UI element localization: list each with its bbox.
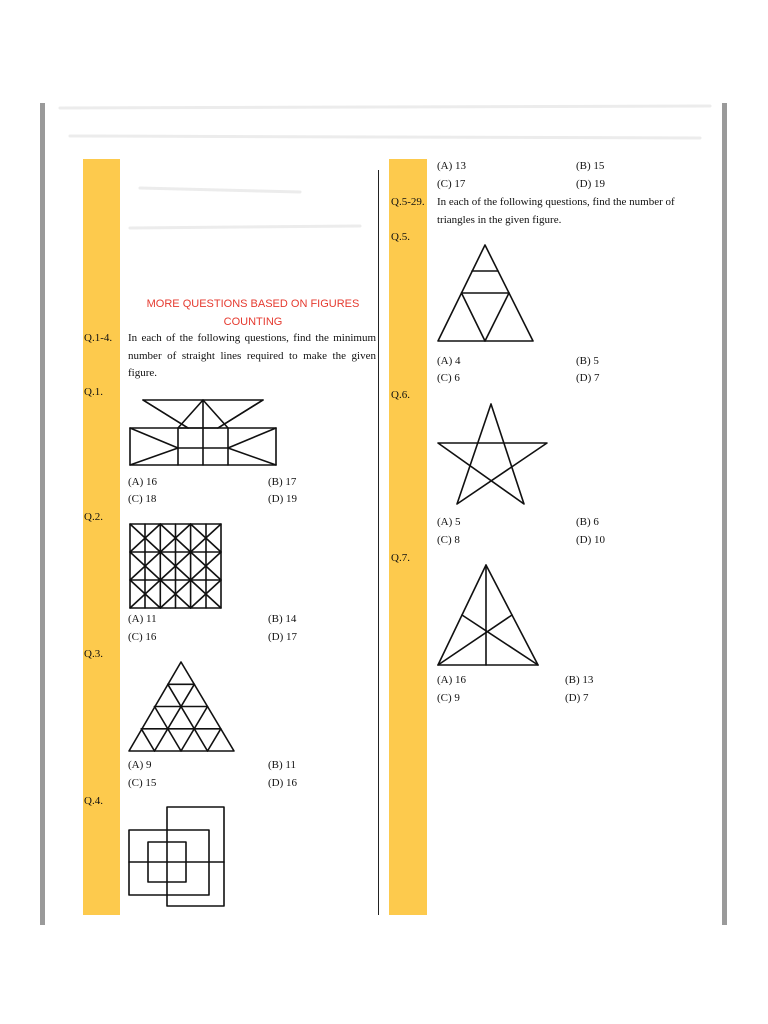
- option-q3-a: (A) 9: [128, 759, 152, 771]
- figure-q2: [129, 523, 222, 609]
- column-divider: [378, 170, 379, 915]
- question-label-q1: Q.1.: [84, 386, 103, 398]
- figure-q1: [128, 398, 278, 468]
- option-q6-c: (C) 8: [437, 534, 460, 546]
- option-q2-d: (D) 17: [268, 631, 298, 643]
- question-label-q6: Q.6.: [391, 389, 410, 401]
- figure-q7: [437, 564, 541, 668]
- figure-q4: [128, 806, 226, 908]
- question-label-q3: Q.3.: [84, 648, 103, 660]
- option-q7-a: (A) 16: [437, 674, 467, 686]
- instruction-label-q5-29: Q.5-29.: [391, 196, 425, 208]
- faint-scan-marks: [60, 88, 710, 268]
- option-q5-d: (D) 7: [576, 372, 600, 384]
- question-label-q5: Q.5.: [391, 231, 410, 243]
- option-q2-b: (B) 14: [268, 613, 297, 625]
- option-q3-b: (B) 11: [268, 759, 297, 771]
- figure-q3: [128, 661, 236, 753]
- option-q3-c: (C) 15: [128, 777, 157, 789]
- option-q4-b: (B) 15: [576, 160, 605, 172]
- option-q3-d: (D) 16: [268, 777, 298, 789]
- option-q1-a: (A) 16: [128, 476, 158, 488]
- option-q4-c: (C) 17: [437, 178, 466, 190]
- option-q4-d: (D) 19: [576, 178, 606, 190]
- option-q4-a: (A) 13: [437, 160, 467, 172]
- instruction-text-q5-29: In each of the following questions, find the number of triangles in the given figure.: [437, 196, 675, 226]
- option-q7-d: (D) 7: [565, 692, 589, 704]
- question-label-q2: Q.2.: [84, 511, 103, 523]
- option-q1-d: (D) 19: [268, 493, 298, 505]
- option-q5-a: (A) 4: [437, 355, 461, 367]
- option-q6-b: (B) 6: [576, 516, 599, 528]
- right-margin-band: [389, 159, 427, 915]
- instruction-text-q1-4: In each of the following questions, find the minimum number of straight lines required to make the given figure.: [128, 332, 376, 379]
- page-border-right: [722, 103, 727, 925]
- option-q5-b: (B) 5: [576, 355, 599, 367]
- option-q5-c: (C) 6: [437, 372, 460, 384]
- option-q2-a: (A) 11: [128, 613, 157, 625]
- option-q6-a: (A) 5: [437, 516, 461, 528]
- option-q7-c: (C) 9: [437, 692, 460, 704]
- instruction-label-q1-4: Q.1-4.: [84, 332, 113, 344]
- option-q1-c: (C) 18: [128, 493, 157, 505]
- option-q1-b: (B) 17: [268, 476, 297, 488]
- section-heading: MORE QUESTIONS BASED ON FIGURES COUNTING: [146, 298, 360, 328]
- figure-q6: [437, 403, 549, 507]
- page-border-left: [40, 103, 45, 925]
- option-q6-d: (D) 10: [576, 534, 606, 546]
- option-q2-c: (C) 16: [128, 631, 157, 643]
- option-q7-b: (B) 13: [565, 674, 594, 686]
- question-label-q7: Q.7.: [391, 552, 410, 564]
- figure-q5: [437, 244, 535, 344]
- question-label-q4: Q.4.: [84, 795, 103, 807]
